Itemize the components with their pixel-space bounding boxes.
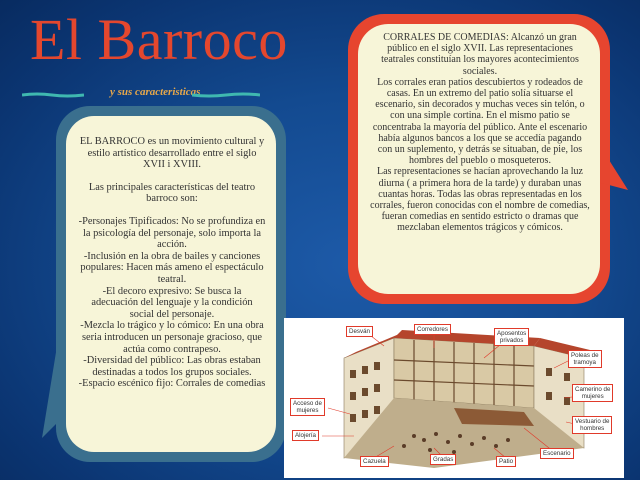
label-aposentos: Aposentos privados: [494, 328, 529, 346]
label-cazuela: Cazuela: [360, 456, 389, 467]
characteristic-item: -Personajes Tipificados: No se profundiza en la psicología del personaje, solo importa la acción.: [78, 215, 266, 251]
label-corredores: Corredores: [414, 324, 451, 335]
label-escenario: Escenario: [540, 448, 574, 459]
characteristic-item: -Diversidad del público: Las obras estaban destinadas a todos los grupos sociales.: [83, 355, 261, 378]
corrales-paragraph: Las representaciones se hacían aprovechando la luz diurna ( a primera hora de la tarde) y duraban unas cuantas horas. Todas las obras representadas en los corrales, fueron conocidas con el nombre de comedias, fueran comedias en sentido estricto o dramas que mezclaban elementos trágicos y cómicos.: [370, 166, 590, 234]
left-bubble: [66, 116, 276, 452]
brush-stroke-right: [192, 92, 260, 98]
corrales-paragraph: Los corrales eran patios descubiertos y rodeados de casas. En un extremo del patio solía situarse el escenario, sin decorados y muchas veces sin telón, o con una simple cortina. En el mismo patio se concentraba la mayoría del público. Ante el escenario había algunos bancos a los que se accedía pagando con un suplemento, y detrás se situaban, de pie, los hombres del pueblo o mosqueteros.: [372, 76, 588, 167]
characteristic-item: -Espacio escénico fijo: Corrales de comedias: [78, 378, 266, 390]
label-poleas: Poleas de tramoya: [568, 350, 602, 368]
corrales-paragraph: CORRALES DE COMEDIAS: Alcanzó un gran público en el siglo XVII. Las representaciones teatrales constituían los mayores acontecimientos sociales.: [381, 32, 579, 77]
label-camerino: Camerino de mujeres: [572, 384, 613, 402]
characteristic-item: -Inclusión en la obra de bailes y canciones populares: Hacen más ameno el espectáculo teatral.: [80, 250, 264, 285]
label-desvan: Desván: [346, 326, 373, 337]
label-patio: Patio: [496, 456, 516, 467]
right-bubble: [358, 24, 600, 294]
characteristic-item: -Mezcla lo trágico y lo cómico: En una obra seria introducen un personaje gracioso, que actúa como contrapeso.: [80, 320, 264, 355]
page-subtitle: y sus caracteristicas: [110, 86, 201, 98]
corral-diagram: [284, 318, 624, 478]
label-gradas: Gradas: [430, 454, 456, 465]
page-title: El Barroco: [30, 7, 288, 72]
label-alojeria: Alojería: [292, 430, 319, 441]
characteristic-item: -El decoro expresivo: Se busca la adecuación del lenguaje y la condición social del personaje.: [91, 285, 253, 320]
baroque-intro: EL BARROCO es un movimiento cultural y estilo artístico desarrollado entre el siglo XVII i XVIII.: [79, 136, 265, 171]
characteristics-heading: Las principales características del teatro barroco son:: [88, 181, 256, 205]
brush-stroke-left: [22, 92, 84, 98]
label-vestuario: Vestuario de hombres: [572, 416, 612, 434]
label-acceso-mujeres: Acceso de mujeres: [290, 398, 325, 416]
